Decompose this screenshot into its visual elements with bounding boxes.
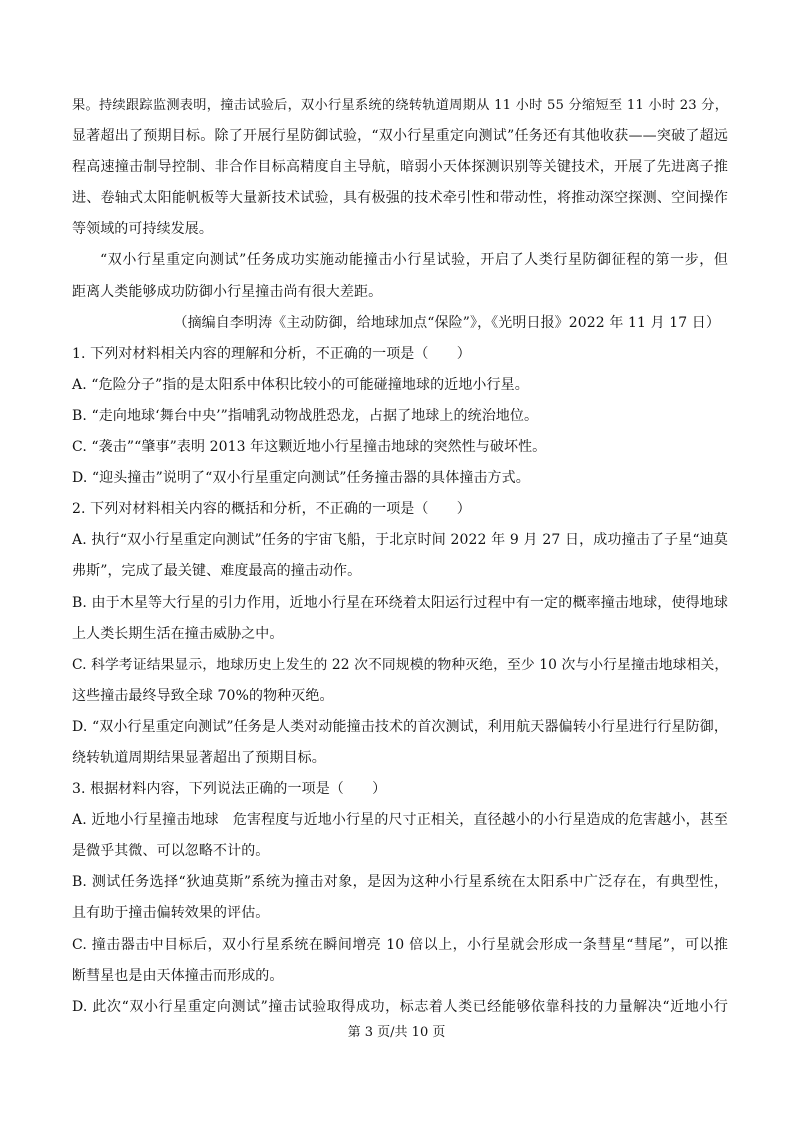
page-footer [0, 1024, 793, 1042]
question-option [72, 525, 728, 587]
page-number-label: 第 3 页/共 10 页 [347, 1025, 446, 1040]
question-option [72, 805, 728, 867]
passage-paragraph-1 [72, 90, 728, 245]
text-line: 上人类长期生活在撞击威胁之中。 [72, 625, 284, 642]
text-line: A. 执行“双小行星重定向测试”任务的宇宙飞船，于北京时间 2022 年 9 月 27 日，成功撞击了子星“迪莫 [72, 532, 728, 549]
passage-source-citation: （摘编自李明涛《主动防御，给地球加点“保险”》，《光明日报》2022 年 11 月 17 日） [173, 314, 720, 331]
text-line: 是微乎其微、可以忽略不计的。 [72, 843, 270, 860]
text-line: 且有助于撞击偏转效果的评估。 [72, 905, 270, 922]
text-line: 程高速撞击制导控制、非合作目标高精度自主导航，暗弱小天体探测识别等关键技术，开展了先进离子推 [72, 159, 728, 176]
question-option: C. “袭击”“肇事”表明 2013 年这颗近地小行星撞击地球的突然性与破坏性。 [72, 439, 547, 456]
question-option [72, 650, 728, 712]
question-stem: 1. 下列对材料相关内容的理解和分析，不正确的一项是（ ） [72, 345, 471, 362]
question-option [72, 867, 728, 929]
question-option: D. “迎头撞击”说明了“双小行星重定向测试”任务撞击器的具体撞击方式。 [72, 470, 530, 487]
text-line: 弗斯”，完成了最关键、难度最高的撞击动作。 [72, 563, 362, 580]
question-stem: 3. 根据材料内容，下列说法正确的一项是（ ） [72, 781, 387, 798]
question-stem: 2. 下列对材料相关内容的概括和分析，不正确的一项是（ ） [72, 501, 471, 518]
text-line: 等领域的可持续发展。 [72, 221, 213, 238]
question-3 [72, 774, 728, 1023]
text-line: D. 此次“双小行星重定向测试”撞击试验取得成功，标志着人类已经能够依靠科技的力量解决“近地小行 [72, 998, 728, 1015]
question-option: A. “危险分子”指的是太阳系中体积比较小的可能碰撞地球的近地小行星。 [72, 376, 529, 393]
text-line: D. “双小行星重定向测试”任务是人类对动能撞击技术的首次测试，利用航天器偏转小行星进行行星防御， [72, 718, 728, 735]
question-option [72, 588, 728, 650]
text-line: 进、卷轴式太阳能帆板等大量新技术试验，具有极强的技术牵引性和带动性，将推动深空探测、空间操作 [72, 190, 728, 207]
question-option: B. “走向地球‘舞台中央’”指哺乳动物战胜恐龙，占据了地球上的统治地位。 [72, 407, 539, 424]
question-option [72, 992, 728, 1023]
text-line: 绕转轨道周期结果显著超出了预期目标。 [72, 749, 326, 766]
question-1 [72, 339, 728, 494]
text-line: B. 测试任务选择“狄迪莫斯”系统为撞击对象，是因为这种小行星系统在太阳系中广泛存在，有典型性， [72, 874, 728, 891]
text-line: 距离人类能够成功防御小行星撞击尚有很大差距。 [72, 283, 383, 300]
text-line: 果。持续跟踪监测表明，撞击试验后，双小行星系统的绕转轨道周期从 11 小时 55 分缩短至 11 小时 23 分， [72, 98, 728, 113]
passage-paragraph-2 [72, 245, 728, 307]
text-line: B. 由于木星等大行星的引力作用，近地小行星在环绕着太阳运行过程中有一定的概率撞击地球，使得地球 [72, 594, 728, 611]
text-line: “双小行星重定向测试”任务成功实施动能撞击小行星试验，开启了人类行星防御征程的第一步，但 [100, 252, 728, 269]
question-2 [72, 494, 728, 774]
text-line: A. 近地小行星撞击地球 危害程度与近地小行星的尺寸正相关，直径越小的小行星造成的危害越小，甚至 [72, 812, 728, 829]
text-line: 这些撞击最终导致全球 70%的物种灭绝。 [72, 687, 334, 704]
passage-body [72, 90, 728, 1023]
text-line: C. 科学考证结果显示，地球历史上发生的 22 次不同规模的物种灭绝，至少 10 次与小行星撞击地球相关， [72, 656, 729, 673]
text-line: C. 撞击器击中目标后，双小行星系统在瞬间增亮 10 倍以上，小行星就会形成一条彗星“彗尾”，可以推 [72, 936, 728, 953]
question-option [72, 930, 728, 992]
question-option [72, 712, 728, 774]
text-line: 显著超出了预期目标。除了开展行星防御试验，“双小行星重定向测试”任务还有其他收获——突破了超远 [72, 128, 728, 145]
text-line: 断彗星也是由天体撞击而形成的。 [72, 967, 284, 984]
